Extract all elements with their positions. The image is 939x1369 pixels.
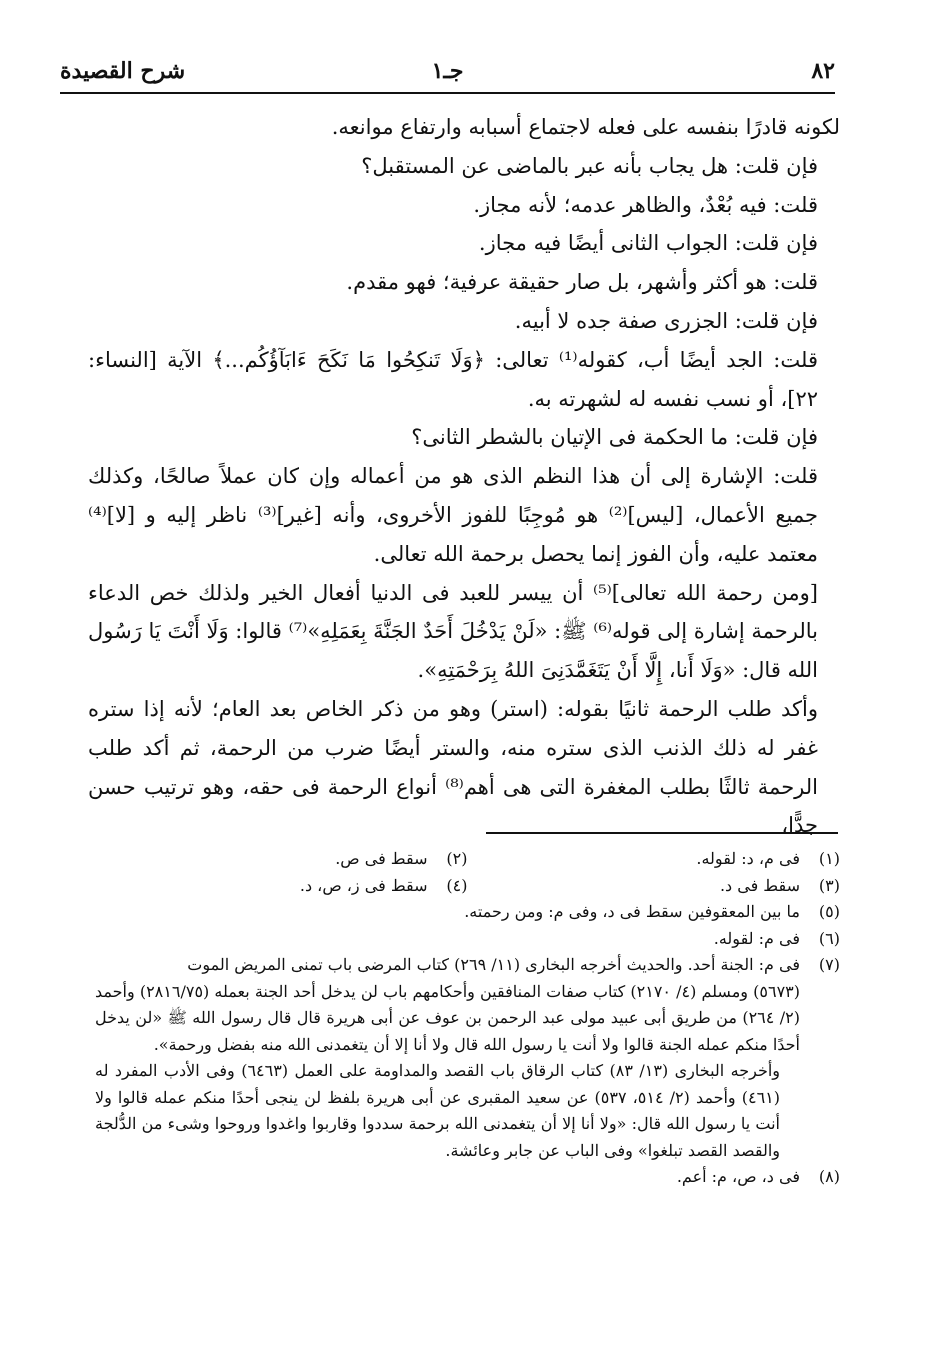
footnote-number: (٦): [818, 928, 840, 948]
footnote-divider: [486, 832, 838, 834]
paragraph: [ومن رحمة الله تعالى]⁽⁵⁾ أن ييسر للعبد فى الدنيا أفعال الخير ولذلك خص الدعاء بالرحمة إشارة إلى قوله⁽⁶⁾ ﷺ: «لَنْ يَدْخُلَ أَحَدٌ الجَنَّةَ بِعَمَلِهِ»⁽⁷⁾ قالوا: وَلَا أَنْتَ يَا رَسُول الله قال: «وَلَا أَنا، إِلَّا أَنْ يَتَغَمَّدَنِىَ اللهُ بِرَحْمَتِهِ».: [88, 580, 818, 683]
footnote-number: (٧): [818, 955, 840, 974]
footnote-row: [95, 1164, 840, 1191]
paragraph: لكونه قادرًا بنفسه على فعله لاجتماع أسبابه وارتفاع موانعه.: [331, 115, 840, 139]
paragraph: فإن قلت: الجزرى صفة جده لا أبيه.: [514, 308, 818, 333]
footnote-number: (٣): [818, 875, 840, 895]
paragraph: فإن قلت: ما الحكمة فى الإتيان بالشطر الثانى؟: [411, 425, 818, 450]
footnote-text: سقط فى د.: [719, 875, 800, 895]
paragraph: قلت: فيه بُعْدٌ، والظاهر عدمه؛ لأنه مجاز.: [473, 192, 818, 217]
footnote-row: [95, 899, 840, 926]
paragraph: فإن قلت: الجواب الثانى أيضًا فيه مجاز.: [478, 231, 818, 256]
footnote-row: [95, 926, 840, 953]
footnote-number: (١): [818, 849, 840, 868]
footnotes: [95, 846, 840, 1191]
footnote-text: فى م، د: لقوله.: [696, 849, 800, 868]
page-header: [60, 52, 835, 92]
main-text: [88, 108, 840, 845]
footnote-number: (٥): [818, 902, 840, 921]
running-title: شرح القصيدة: [60, 58, 186, 84]
paragraph: قلت: الجد أيضًا أب، كقوله⁽¹⁾ تعالى: ﴿وَلَا تَنكِحُوا مَا نَكَحَ ءَابَآؤُكُم...﴾ الآية [النساء: ٢٢]، أو نسب نفسه له لشهرته به.: [88, 347, 818, 411]
footnote-number: (٤): [446, 875, 468, 895]
paragraph: قلت: الإشارة إلى أن هذا النظم الذى هو من أعماله وإن كان عملاً صالحًا، وكذلك جميع الأعمال، [ليس]⁽²⁾ هو مُوجِبًا للفوز الأخروى، وأنه [غير]⁽³⁾ ناظر إليه و [لا]⁽⁴⁾ معتمد عليه، وأن الفوز إنما يحصل برحمة الله تعالى.: [88, 464, 818, 566]
footnote-number: (٢): [446, 849, 468, 868]
paragraph: فإن قلت: هل يجاب بأنه عبر بالماضى عن المستقبل؟: [361, 153, 818, 178]
paragraph: قلت: هو أكثر وأشهر، بل صار حقيقة عرفية؛ فهو مقدم.: [346, 270, 818, 295]
footnote-row: [95, 952, 840, 979]
footnote-text: فى م: الجنة أحد. والحديث أخرجه البخارى (١١/ ٢٦٩) كتاب المرضى باب تمنى المريض الموت: [187, 955, 800, 974]
footnote-text: سقط فى ص.: [335, 849, 428, 868]
volume-label: جـ١: [431, 58, 464, 84]
footnote-continuation: وأخرجه البخارى (١٣/ ٨٣) كتاب الرقاق باب القصد والمداومة على العمل (٦٤٦٣) وفى الأدب المفرد له (٤٦١) وأحمد (٢/ ٥١٤، ٥٣٧) عن سعيد المقبرى عن أبى هريرة بلفظ لن ينجى أحدًا منكم عمله قالوا ولا أنت يا رسول الله قال: «ولا أنا إلا أن يتغمدنى الله برحمة سددوا وقاربوا واغدوا وروحوا وشىء من الدُّلجة والقصد القصد تبلغوا» وفى الباب عن جابر وعائشة.: [95, 1061, 781, 1160]
footnote-text: سقط فى ز، ص، د.: [299, 875, 428, 895]
footnote-text: فى د، ص، م: أعم.: [676, 1167, 800, 1186]
paragraph: وأكد طلب الرحمة ثانيًا بقوله: (استر) وهو من ذكر الخاص بعد العام؛ لأنه إذا ستره غفر له ذلك الذنب الذى ستره منه، والستر أيضًا ضرب من الرحمة، ثم أكد طلب الرحمة ثالثًا بطلب المغفرة التى هى أهم⁽⁸⁾ أنواع الرحمة فى حقه، وهو ترتيب حسن جدًّا،: [88, 696, 818, 838]
footnote-text: فى م: لقوله.: [713, 928, 800, 948]
footnote-number: (٨): [818, 1167, 840, 1186]
footnote-text: ما بين المعقوفين سقط فى د، وفى م: ومن رحمته.: [464, 902, 800, 921]
page-number: ٨٢: [811, 58, 835, 84]
footnote-row: [95, 846, 840, 873]
header-divider: [60, 92, 835, 94]
footnote-row: [95, 873, 840, 900]
footnote-continuation: (٥٦٧٣) ومسلم (٤/ ٢١٧٠) كتاب صفات المنافقين وأحكامهم باب لن يدخل أحد الجنة بعمله (٢٨١٦/٧٥) وأحمد (٢/ ٢٦٤) من طريق أبى عبيد مولى عبد الرحمن بن عوف عن أبى هريرة قال قال رسول الله ﷺ «لن يدخل أحدًا منكم عمله الجنة قالوا ولا أنت يا رسول الله قال ولا أنا إلا أن يتغمدنى الله منه بفضل ورحمة».: [95, 981, 800, 1054]
